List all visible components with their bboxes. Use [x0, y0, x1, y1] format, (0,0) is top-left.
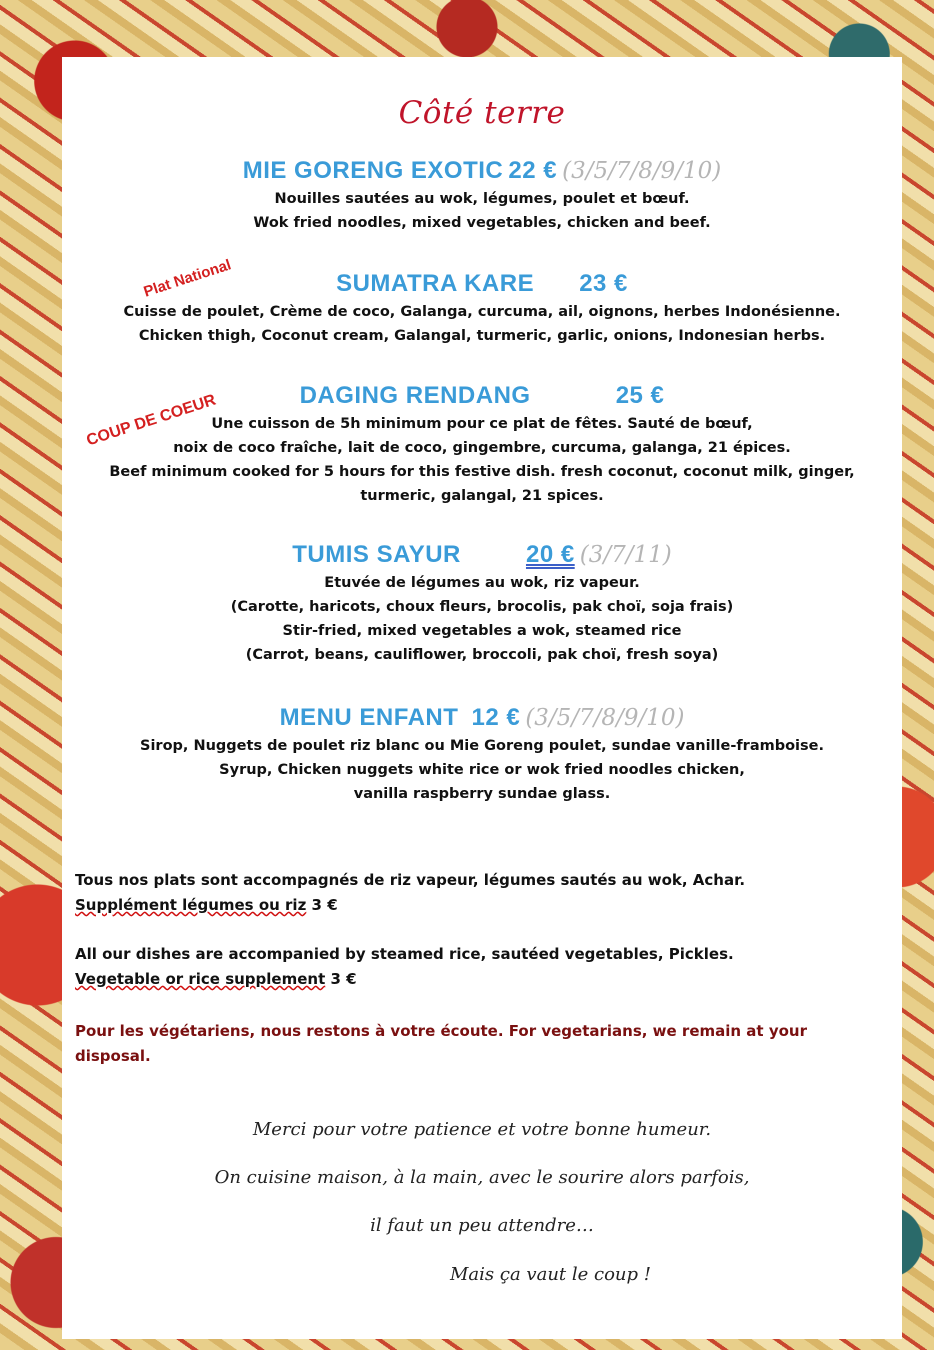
notes-french [75, 868, 875, 918]
dish-price: 20 € [525, 541, 575, 568]
dish-sumatra-kare [62, 270, 902, 348]
dish-name: SUMATRA KARE [336, 270, 535, 297]
dish-desc-line: noix de coco fraîche, lait de coco, gingembre, curcuma, galanga, 21 épices. [173, 440, 791, 456]
dish-name: MENU ENFANT [279, 704, 459, 731]
dish-desc-line: vanilla raspberry sundae glass. [353, 786, 611, 802]
stamp-coup-de-coeur: COUP DE COEUR [84, 391, 219, 450]
dish-desc-line: Syrup, Chicken nuggets white rice or wok fried noodles chicken, [219, 762, 745, 778]
dish-desc-line: Nouilles sautées au wok, légumes, poulet et bœuf. [274, 191, 690, 207]
dish-mie-goreng [62, 157, 902, 235]
notes-fr-supplement: Supplément légumes ou riz [75, 896, 307, 914]
dish-menu-enfant [62, 704, 902, 806]
menu-sheet [62, 57, 902, 1339]
stamp-plat-national: Plat National [141, 256, 234, 301]
closing-line-1: Merci pour votre patience et votre bonne humeur. [252, 1119, 712, 1140]
dish-desc-line: Une cuisson de 5h minimum pour ce plat de fêtes. Sauté de bœuf, [211, 416, 753, 432]
page-title: Côté terre [398, 95, 566, 131]
dish-desc-line: Chicken thigh, Coconut cream, Galangal, turmeric, garlic, onions, Indonesian herbs. [138, 328, 826, 344]
dish-desc-line: (Carrot, beans, cauliflower, broccoli, pak choï, fresh soya) [245, 647, 719, 663]
dish-name: MIE GORENG EXOTIC [242, 157, 504, 184]
dish-name: TUMIS SAYUR [292, 541, 461, 568]
notes-fr-price: 3 € [311, 896, 338, 914]
notes-vegetarian: Pour les végétariens, nous restons à votre écoute. For vegetarians, we remain at your disposal. [75, 1022, 807, 1065]
notes-fr-line1: Tous nos plats sont accompagnés de riz vapeur, légumes sautés au wok, Achar. [75, 871, 746, 889]
closing-line-3: il faut un peu attendre… [370, 1215, 594, 1236]
dish-tumis-sayur [62, 541, 902, 667]
dish-desc-line: (Carotte, haricots, choux fleurs, brocolis, pak choï, soja frais) [230, 599, 734, 615]
dish-name: DAGING RENDANG [299, 382, 531, 409]
dish-price: 23 € [579, 270, 628, 297]
notes-english [75, 942, 875, 992]
closing-line-4: Mais ça vaut le coup ! [450, 1264, 651, 1285]
dish-desc-line: Sirop, Nuggets de poulet riz blanc ou Mie Goreng poulet, sundae vanille-framboise. [140, 738, 824, 754]
notes-en-price: 3 € [330, 970, 357, 988]
dish-price: 22 € [508, 157, 558, 184]
notes-en-supplement: Vegetable or rice supplement [75, 970, 326, 988]
notes-en-line1: All our dishes are accompanied by steamed rice, sautéed vegetables, Pickles. [75, 945, 734, 963]
dish-desc-line: turmeric, galangal, 21 spices. [360, 488, 604, 504]
dish-price: 25 € [615, 382, 665, 409]
dish-desc-line: Wok fried noodles, mixed vegetables, chicken and beef. [253, 215, 711, 231]
dish-allergens: (3/5/7/8/9/10) [525, 705, 685, 731]
closing-line-2: On cuisine maison, à la main, avec le sourire alors parfois, [214, 1167, 750, 1188]
dish-daging-rendang [62, 382, 902, 508]
dish-allergens: (3/5/7/8/9/10) [562, 158, 722, 184]
dish-desc-line: Beef minimum cooked for 5 hours for this festive dish. fresh coconut, coconut milk, ginger, [109, 464, 855, 480]
dish-allergens: (3/7/11) [579, 542, 672, 568]
dish-desc-line: Stir-fried, mixed vegetables a wok, steamed rice [282, 623, 682, 639]
dish-desc-line: Cuisse de poulet, Crème de coco, Galanga, curcuma, ail, oignons, herbes Indonésienne. [123, 304, 841, 320]
dish-desc-line: Etuvée de légumes au wok, riz vapeur. [324, 575, 640, 591]
dish-price: 12 € [471, 704, 521, 731]
